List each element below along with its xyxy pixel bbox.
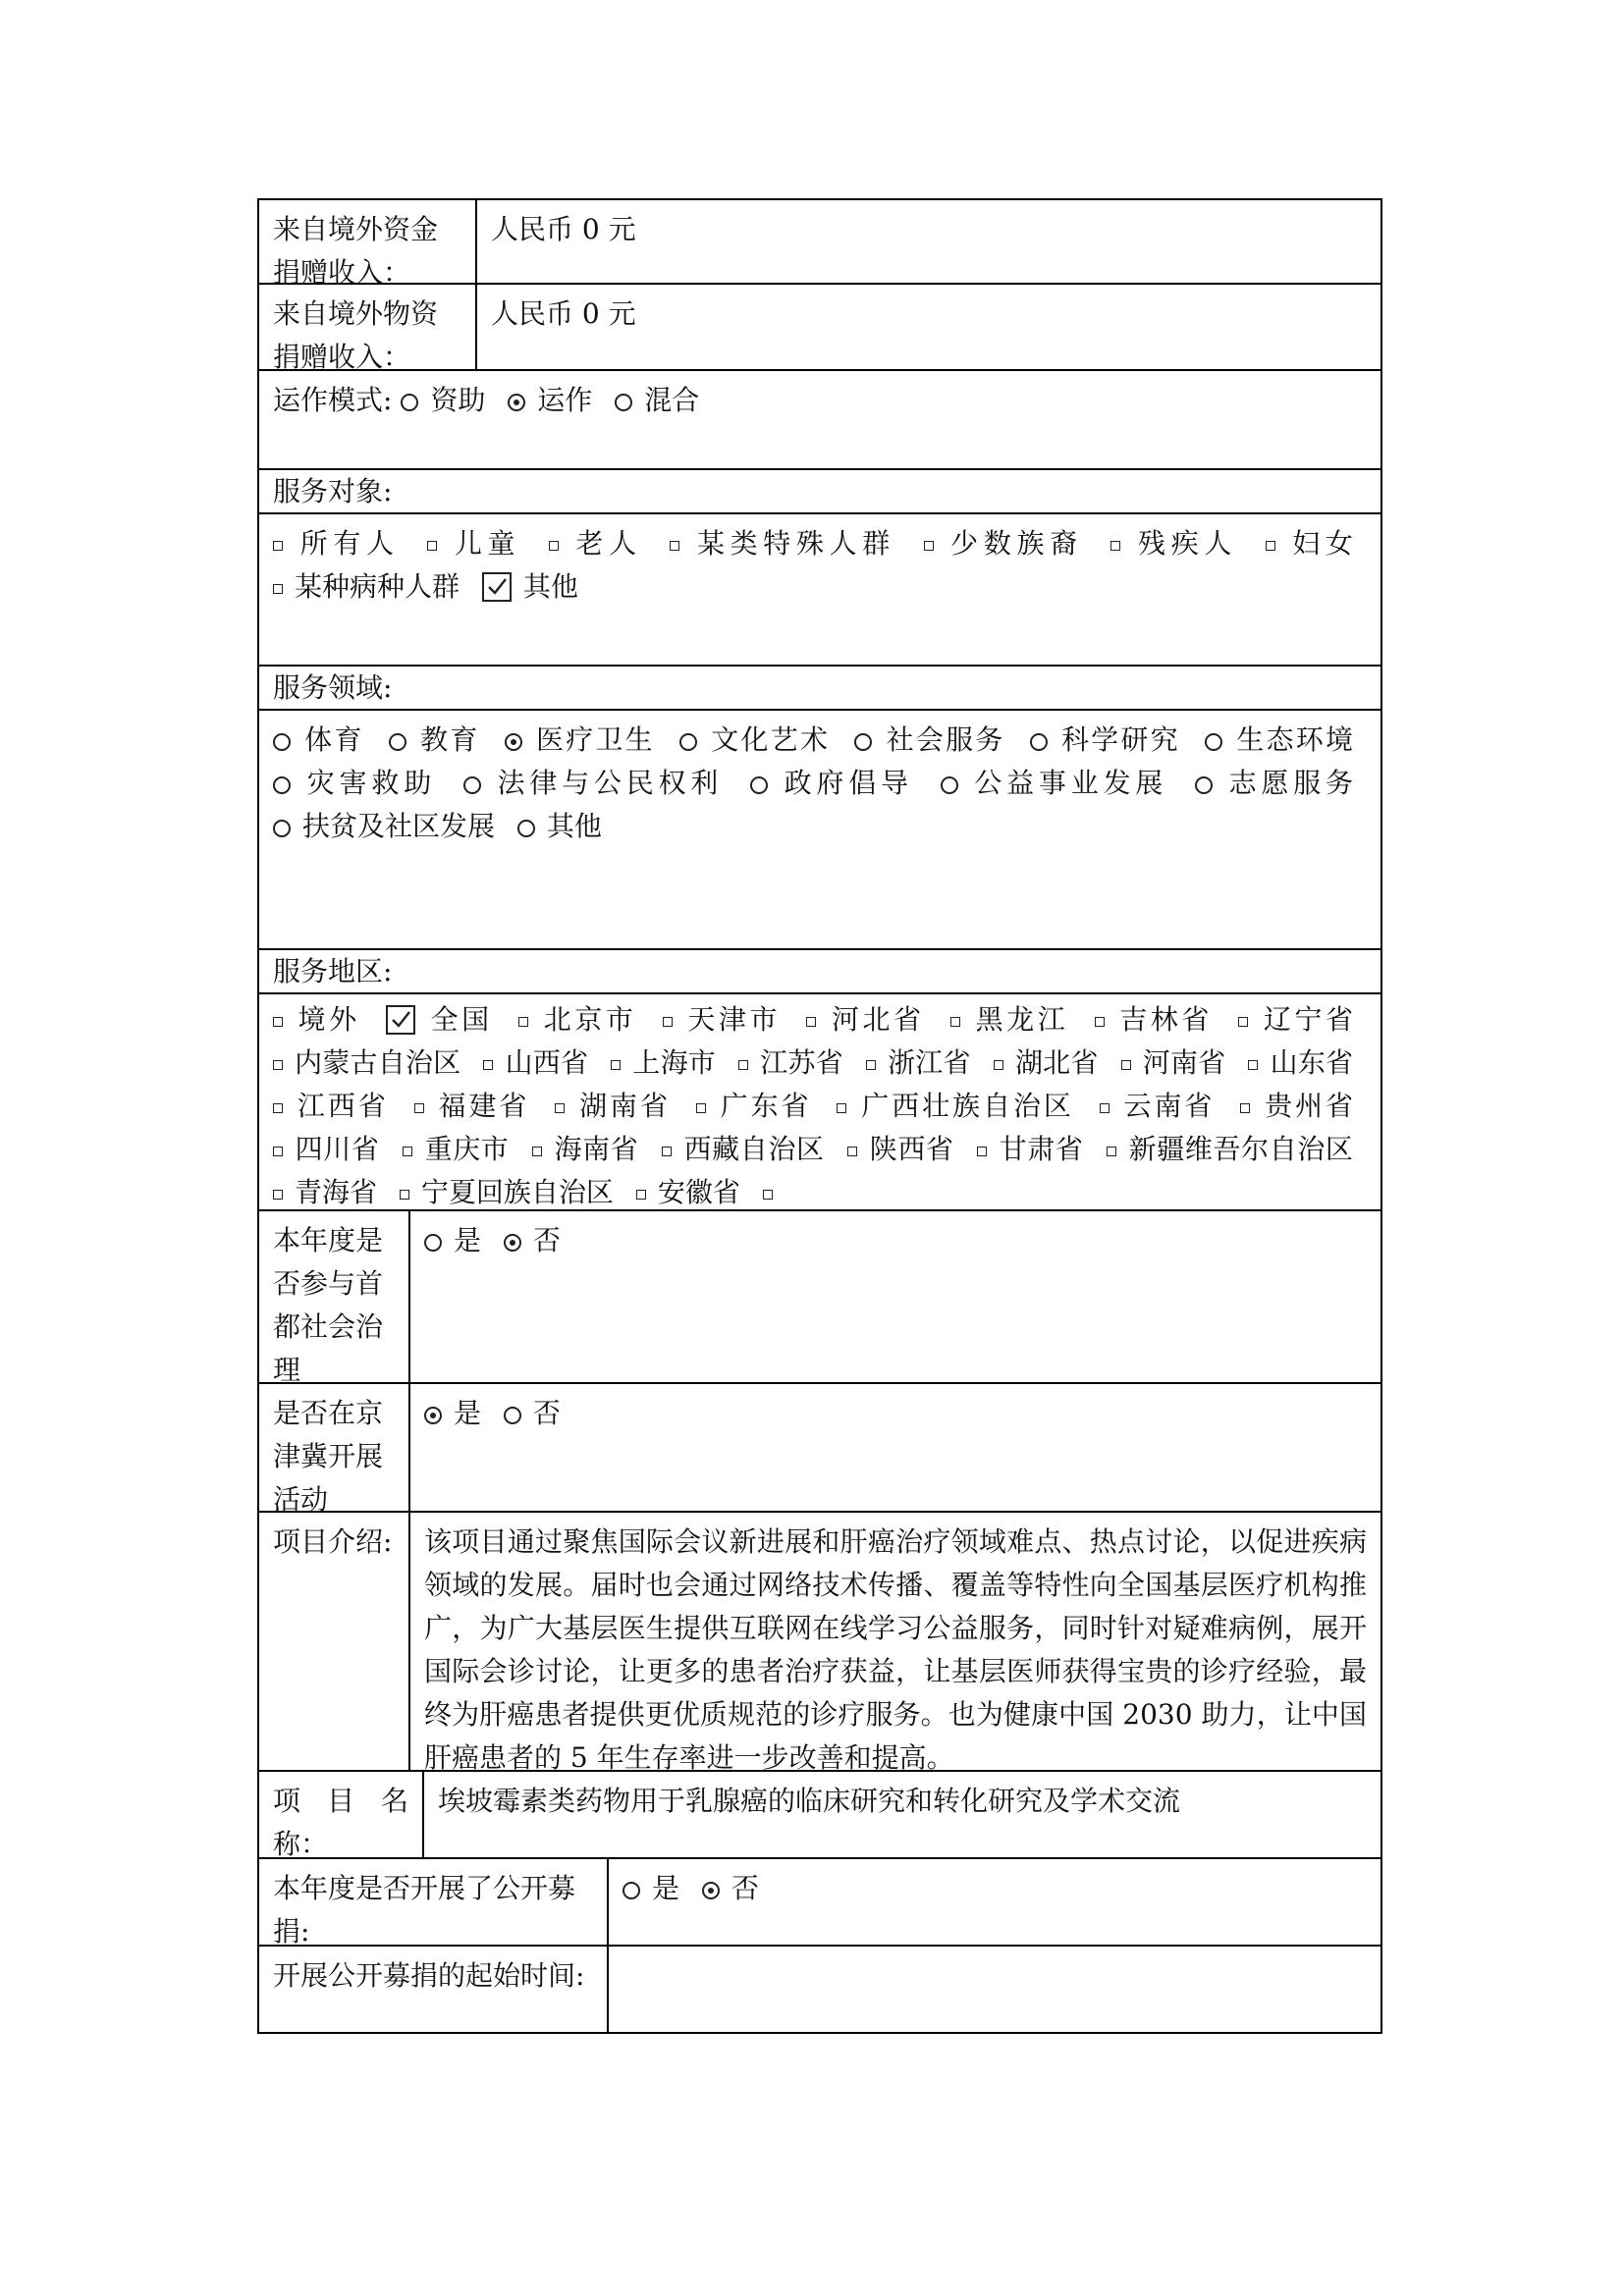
radio-icon[interactable] xyxy=(401,394,418,411)
service-fields-label: 服务领域: xyxy=(273,671,393,704)
option-label: 体育 xyxy=(302,723,364,756)
radio-icon[interactable] xyxy=(517,820,535,837)
option-label: 甘肃省 xyxy=(999,1133,1084,1165)
public-fundraising-options xyxy=(609,1859,1380,1945)
checkbox-icon[interactable] xyxy=(403,1147,412,1156)
checkbox-icon[interactable] xyxy=(414,1103,424,1113)
operation-mode-options xyxy=(401,384,713,416)
option-label: 儿童 xyxy=(449,527,521,560)
jjj-activity-options xyxy=(410,1384,1380,1511)
option-label: 广东省 xyxy=(717,1090,812,1122)
checkbox-icon[interactable] xyxy=(1121,1060,1131,1070)
option-label: 是 xyxy=(454,1224,482,1256)
option-label: 上海市 xyxy=(632,1046,716,1079)
checkbox-icon[interactable] xyxy=(555,1103,565,1113)
checkbox-icon[interactable] xyxy=(663,1017,673,1027)
option-label: 教育 xyxy=(417,723,480,756)
option-label: 浙江省 xyxy=(887,1046,971,1079)
radio-icon[interactable] xyxy=(463,776,481,794)
radio-selected-icon[interactable] xyxy=(504,1234,521,1252)
operation-mode-row xyxy=(257,371,1382,470)
foreign-goods-row xyxy=(257,285,1382,371)
option-6[interactable] xyxy=(1095,1003,1213,1036)
option-label: 老人 xyxy=(569,527,642,560)
checkbox-icon[interactable] xyxy=(273,1103,283,1113)
option-label: 其他 xyxy=(522,570,578,603)
option-label: 湖南省 xyxy=(576,1090,671,1122)
service-fields-header-row xyxy=(257,667,1382,711)
option-label: 湖北省 xyxy=(1014,1046,1099,1079)
checkbox-icon[interactable] xyxy=(806,1017,816,1027)
project-intro-text: 该项目通过聚焦国际会议新进展和肝癌治疗领域难点、热点讨论，以促进疾病领域的发展。届时也会通过网络技术传播、覆盖等特性向全国基层医疗机构推广，为广大基层医生提供互联网在线学习公益服务，同时针对疑难病例，展开国际会诊讨论，让更多的患者治疗获益，让基层医师获得宝贵的诊疗经验，最终为肝癌患者提供更优质规范的诊疗服务。也为健康中国 2030 助力，让中国肝癌患者的 5 年生存率进一步改善和提高。 xyxy=(424,1525,1367,1774)
option-label: 资助 xyxy=(430,384,486,416)
checkbox-icon[interactable] xyxy=(738,1060,748,1070)
option-19[interactable] xyxy=(696,1090,812,1122)
radio-icon[interactable] xyxy=(679,733,697,751)
option-label: 混合 xyxy=(644,384,700,416)
checkbox-icon[interactable] xyxy=(950,1017,960,1027)
service-regions-header-row xyxy=(257,950,1382,994)
option-label: 否 xyxy=(731,1872,759,1904)
option-label: 西藏自治区 xyxy=(682,1133,825,1165)
option-6[interactable] xyxy=(1266,527,1353,560)
option-27[interactable] xyxy=(847,1133,953,1165)
radio-selected-icon[interactable] xyxy=(505,733,522,751)
jjj-activity-row xyxy=(257,1384,1382,1516)
option-7[interactable] xyxy=(1238,1003,1353,1036)
option-3[interactable] xyxy=(663,1003,781,1036)
option-label: 云南省 xyxy=(1120,1090,1216,1122)
option-label: 是 xyxy=(454,1397,482,1429)
foreign-cash-value: 人民币 0 元 xyxy=(491,213,636,245)
checkbox-icon[interactable] xyxy=(273,584,283,594)
service-fields-row xyxy=(257,711,1382,950)
option-label: 四川省 xyxy=(295,1133,380,1165)
checkbox-icon[interactable] xyxy=(273,541,283,551)
checkbox-icon[interactable] xyxy=(866,1060,876,1070)
option-2[interactable] xyxy=(549,527,642,560)
checkbox-icon[interactable] xyxy=(518,1017,528,1027)
foreign-cash-label: 来自境外资金捐赠收入： xyxy=(259,200,477,283)
project-name-value: 埃坡霉素类药物用于乳腺癌的临床研究和转化研究及学术交流 xyxy=(438,1785,1181,1817)
option-13[interactable] xyxy=(517,810,602,842)
radio-icon[interactable] xyxy=(389,733,406,751)
option-label: 少数族裔 xyxy=(945,527,1083,560)
option-label: 内蒙古自治区 xyxy=(295,1046,461,1079)
option-label: 北京市 xyxy=(540,1003,637,1036)
option-0[interactable] xyxy=(623,1872,679,1904)
capital-governance-row xyxy=(257,1211,1382,1384)
fundraising-start-value[interactable] xyxy=(609,1947,1380,2032)
option-label: 广西壮族自治区 xyxy=(858,1090,1074,1122)
option-label: 生态环境 xyxy=(1234,723,1353,756)
option-1[interactable] xyxy=(702,1872,759,1904)
checkbox-icon[interactable] xyxy=(532,1147,542,1156)
option-6[interactable] xyxy=(1205,723,1353,756)
checkbox-icon[interactable] xyxy=(400,1190,409,1200)
radio-icon[interactable] xyxy=(623,1882,640,1899)
option-9[interactable] xyxy=(483,1046,588,1079)
option-label: 安徽省 xyxy=(657,1176,740,1208)
radio-icon[interactable] xyxy=(1205,733,1222,751)
option-21[interactable] xyxy=(1100,1090,1216,1122)
option-12[interactable] xyxy=(866,1046,971,1079)
option-label: 山东省 xyxy=(1270,1046,1354,1079)
radio-icon[interactable] xyxy=(273,820,291,837)
checkbox-icon[interactable] xyxy=(763,1190,773,1200)
checkbox-icon[interactable] xyxy=(1240,1103,1250,1113)
checkbox-icon[interactable] xyxy=(994,1060,1003,1070)
option-0[interactable] xyxy=(273,527,400,560)
service-regions-options xyxy=(259,994,1380,1209)
radio-icon[interactable] xyxy=(424,1234,442,1252)
foreign-goods-label: 来自境外物资捐赠收入： xyxy=(259,285,477,369)
option-1[interactable] xyxy=(504,1224,561,1256)
option-23[interactable] xyxy=(273,1133,379,1165)
option-label: 江西省 xyxy=(295,1090,389,1122)
option-label: 辽宁省 xyxy=(1260,1003,1353,1036)
option-label: 贵州省 xyxy=(1262,1090,1353,1122)
checkbox-icon[interactable] xyxy=(924,541,934,551)
option-label: 新疆维吾尔自治区 xyxy=(1128,1133,1353,1165)
checkbox-icon[interactable] xyxy=(273,1147,283,1156)
option-label: 某种病种人群 xyxy=(295,570,460,603)
option-31[interactable] xyxy=(400,1176,614,1208)
service-targets-row xyxy=(257,514,1382,667)
option-label: 医疗卫生 xyxy=(533,723,655,756)
operation-mode-cell xyxy=(259,371,1380,468)
option-label: 福建省 xyxy=(435,1090,530,1122)
fundraising-start-label: 开展公开募捐的起始时间: xyxy=(259,1947,609,2032)
option-1[interactable] xyxy=(386,1003,493,1036)
radio-icon[interactable] xyxy=(1030,733,1048,751)
option-15[interactable] xyxy=(1248,1046,1353,1079)
capital-governance-label: 本年度是否参与首都社会治理 xyxy=(259,1211,410,1382)
option-label: 河北省 xyxy=(828,1003,925,1036)
checkbox-icon[interactable] xyxy=(1095,1017,1105,1027)
option-label: 否 xyxy=(532,1397,561,1429)
option-16[interactable] xyxy=(273,1090,389,1122)
radio-icon[interactable] xyxy=(854,733,872,751)
option-label: 是 xyxy=(652,1872,680,1904)
option-label: 运作 xyxy=(537,384,593,416)
checkbox-icon[interactable] xyxy=(1238,1017,1248,1027)
option-4[interactable] xyxy=(924,527,1083,560)
option-32[interactable] xyxy=(636,1176,740,1208)
option-1[interactable] xyxy=(508,384,592,416)
option-label: 青海省 xyxy=(295,1176,378,1208)
checkbox-icon[interactable] xyxy=(1248,1060,1258,1070)
option-5[interactable] xyxy=(1110,527,1237,560)
checkbox-icon[interactable] xyxy=(1107,1147,1116,1156)
public-fundraising-label: 本年度是否开展了公开募捐: xyxy=(259,1859,609,1945)
checkbox-icon[interactable] xyxy=(1100,1103,1110,1113)
option-label: 文化艺术 xyxy=(709,723,831,756)
option-0[interactable] xyxy=(424,1224,481,1256)
option-2[interactable] xyxy=(518,1003,636,1036)
option-label: 志愿服务 xyxy=(1223,767,1353,799)
option-10[interactable] xyxy=(611,1046,716,1079)
option-13[interactable] xyxy=(994,1046,1099,1079)
option-1[interactable] xyxy=(389,723,480,756)
option-5[interactable] xyxy=(1030,723,1180,756)
checkbox-icon[interactable] xyxy=(1266,541,1275,551)
service-fields-options xyxy=(259,711,1380,948)
option-label: 某类特殊人群 xyxy=(691,527,895,560)
option-3[interactable] xyxy=(679,723,830,756)
option-label: 江苏省 xyxy=(760,1046,843,1079)
option-label: 妇女 xyxy=(1286,527,1353,560)
option-label: 科学研究 xyxy=(1058,723,1180,756)
option-22[interactable] xyxy=(1240,1090,1353,1122)
option-label: 残疾人 xyxy=(1132,527,1238,560)
option-11[interactable] xyxy=(1195,767,1353,799)
option-17[interactable] xyxy=(414,1090,530,1122)
option-1[interactable] xyxy=(504,1397,561,1429)
checkbox-icon[interactable] xyxy=(696,1103,706,1113)
report-form xyxy=(257,198,1382,2034)
option-label: 山西省 xyxy=(505,1046,589,1079)
option-label: 所有人 xyxy=(295,527,400,560)
option-label: 灾害救助 xyxy=(302,767,436,799)
option-10[interactable] xyxy=(941,767,1168,799)
option-label: 公益事业发展 xyxy=(969,767,1168,799)
option-0[interactable] xyxy=(424,1397,481,1429)
public-fundraising-row xyxy=(257,1859,1382,1947)
option-1[interactable] xyxy=(427,527,520,560)
option-label: 河南省 xyxy=(1142,1046,1226,1079)
foreign-cash-row xyxy=(257,198,1382,289)
checkbox-icon[interactable] xyxy=(1110,541,1120,551)
option-8[interactable] xyxy=(273,1046,460,1079)
option-18[interactable] xyxy=(555,1090,671,1122)
capital-governance-options xyxy=(410,1211,1380,1382)
option-9[interactable] xyxy=(750,767,913,799)
option-label: 吉林省 xyxy=(1115,1003,1213,1036)
option-0[interactable] xyxy=(401,384,485,416)
service-targets-header-row xyxy=(257,470,1382,514)
project-name-label: 项目名称： xyxy=(259,1772,424,1857)
radio-icon[interactable] xyxy=(273,776,291,794)
option-30[interactable] xyxy=(273,1176,377,1208)
checkbox-icon[interactable] xyxy=(427,541,437,551)
checkbox-icon[interactable] xyxy=(273,1017,283,1027)
service-targets-label: 服务对象: xyxy=(273,475,393,507)
option-2[interactable] xyxy=(505,723,655,756)
option-2[interactable] xyxy=(615,384,699,416)
option-label: 社会服务 xyxy=(884,723,1005,756)
option-12[interactable] xyxy=(273,810,495,842)
checkbox-icon[interactable] xyxy=(837,1103,846,1113)
option-5[interactable] xyxy=(950,1003,1068,1036)
radio-icon[interactable] xyxy=(1195,776,1213,794)
option-label: 陕西省 xyxy=(869,1133,954,1165)
radio-icon[interactable] xyxy=(504,1407,521,1424)
option-label: 其他 xyxy=(546,810,602,842)
project-intro-label: 项目介绍: xyxy=(259,1513,410,1770)
option-3[interactable] xyxy=(670,527,895,560)
option-label: 黑龙江 xyxy=(972,1003,1069,1036)
service-regions-row xyxy=(257,994,1382,1211)
checkbox-icon[interactable] xyxy=(273,1190,283,1200)
project-intro-row xyxy=(257,1513,1382,1772)
radio-selected-icon[interactable] xyxy=(424,1407,442,1424)
option-25[interactable] xyxy=(532,1133,638,1165)
option-7[interactable] xyxy=(273,767,436,799)
radio-icon[interactable] xyxy=(273,733,291,751)
radio-icon[interactable] xyxy=(750,776,768,794)
checkbox-icon[interactable] xyxy=(847,1147,857,1156)
option-label: 法律与公民权利 xyxy=(492,767,724,799)
option-20[interactable] xyxy=(837,1090,1073,1122)
option-label: 否 xyxy=(532,1224,561,1256)
jjj-activity-label: 是否在京津冀开展活动 xyxy=(259,1384,410,1511)
radio-selected-icon[interactable] xyxy=(508,394,525,411)
checkbox-icon[interactable] xyxy=(662,1147,672,1156)
radio-icon[interactable] xyxy=(615,394,632,411)
checkbox-icon[interactable] xyxy=(670,541,679,551)
checkbox-checked-icon[interactable] xyxy=(482,572,512,602)
option-label: 海南省 xyxy=(553,1133,639,1165)
option-7[interactable] xyxy=(273,570,460,603)
radio-selected-icon[interactable] xyxy=(702,1882,720,1899)
option-label: 全国 xyxy=(427,1003,493,1036)
operation-mode-label: 运作模式: xyxy=(273,384,393,416)
checkbox-checked-icon[interactable] xyxy=(386,1005,415,1035)
option-label: 境外 xyxy=(295,1003,360,1036)
option-4[interactable] xyxy=(806,1003,924,1036)
foreign-goods-value: 人民币 0 元 xyxy=(491,297,636,330)
option-label: 政府倡导 xyxy=(779,767,913,799)
fundraising-start-row xyxy=(257,1947,1382,2034)
option-24[interactable] xyxy=(403,1133,509,1165)
option-29[interactable] xyxy=(1107,1133,1353,1165)
option-label: 扶贫及社区发展 xyxy=(302,810,496,842)
option-26[interactable] xyxy=(662,1133,825,1165)
option-0[interactable] xyxy=(273,723,364,756)
checkbox-icon[interactable] xyxy=(483,1060,493,1070)
radio-icon[interactable] xyxy=(941,776,958,794)
option-33[interactable] xyxy=(763,1176,785,1208)
checkbox-icon[interactable] xyxy=(636,1190,646,1200)
project-name-row xyxy=(257,1772,1382,1859)
checkbox-icon[interactable] xyxy=(549,541,559,551)
service-targets-options xyxy=(259,514,1380,665)
option-8[interactable] xyxy=(482,570,578,603)
option-14[interactable] xyxy=(1121,1046,1226,1079)
option-4[interactable] xyxy=(854,723,1004,756)
option-0[interactable] xyxy=(273,1003,360,1036)
option-28[interactable] xyxy=(977,1133,1083,1165)
option-label: 天津市 xyxy=(683,1003,781,1036)
checkbox-icon[interactable] xyxy=(611,1060,621,1070)
service-regions-label: 服务地区: xyxy=(273,955,393,988)
option-label: 宁夏回族自治区 xyxy=(420,1176,614,1208)
option-11[interactable] xyxy=(738,1046,843,1079)
option-8[interactable] xyxy=(463,767,723,799)
checkbox-icon[interactable] xyxy=(977,1147,987,1156)
checkbox-icon[interactable] xyxy=(273,1060,283,1070)
option-label: 重庆市 xyxy=(423,1133,510,1165)
